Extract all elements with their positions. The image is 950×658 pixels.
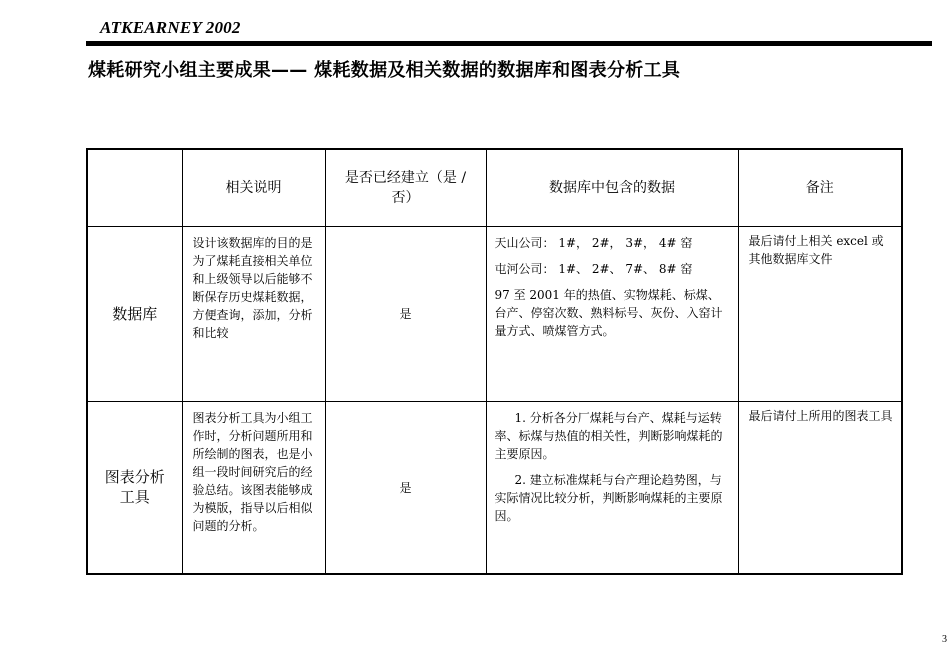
header-cell-description: 相关说明 [182,149,325,226]
row-name-chart-tool: 图表分析工具 [87,401,182,574]
data-item: 1. 分析各分厂煤耗与台产、煤耗与运转率、标煤与热值的相关性，判断影响煤耗的主要原因。 [494,410,723,461]
row-note: 最后请付上相关 excel 或其他数据库文件 [738,226,902,401]
data-item: 天山公司： 1#， 2#， 3#， 4# 窑 [494,235,693,250]
table-row [87,226,902,401]
results-table [86,148,903,575]
header-cell-empty [87,149,182,226]
page-number: 3 [942,634,947,645]
row-data [486,226,738,401]
data-item: 2. 建立标准煤耗与台产理论趋势图，与实际情况比较分析，判断影响煤耗的主要原因。 [494,472,723,523]
row-established: 是 [325,226,486,401]
row-description: 设计该数据库的目的是为了煤耗直接相关单位和上级领导以后能够不断保存历史煤耗数据，方便查询，添加，分析和比较 [182,226,325,401]
row-established: 是 [325,401,486,574]
row-description: 图表分析工具为小组工作时，分析问题所用和所绘制的图表，也是小组一段时间研究后的经验总结。该图表能够成为模版，指导以后相似问题的分析。 [182,401,325,574]
header-cell-note: 备注 [738,149,902,226]
data-item: 屯河公司： 1#、 2#、 7#、 8# 窑 [494,261,693,276]
data-item: 97 至 2001 年的热值、实物煤耗、标煤、台产、停窑次数、熟料标号、灰份、入窑计量方式、喷煤管方式。 [494,287,723,338]
header-cell-established: 是否已经建立（是 / 否） [325,149,486,226]
brand-logo: ATKEARNEY 2002 [100,18,241,37]
header-cell-data: 数据库中包含的数据 [486,149,738,226]
table-row [87,401,902,574]
row-name-database: 数据库 [87,226,182,401]
row-note: 最后请付上所用的图表工具 [738,401,902,574]
page-title: 煤耗研究小组主要成果—— 煤耗数据及相关数据的数据库和图表分析工具 [88,60,681,81]
table-header-row [87,149,902,226]
header-rule [86,41,932,46]
row-data [486,401,738,574]
